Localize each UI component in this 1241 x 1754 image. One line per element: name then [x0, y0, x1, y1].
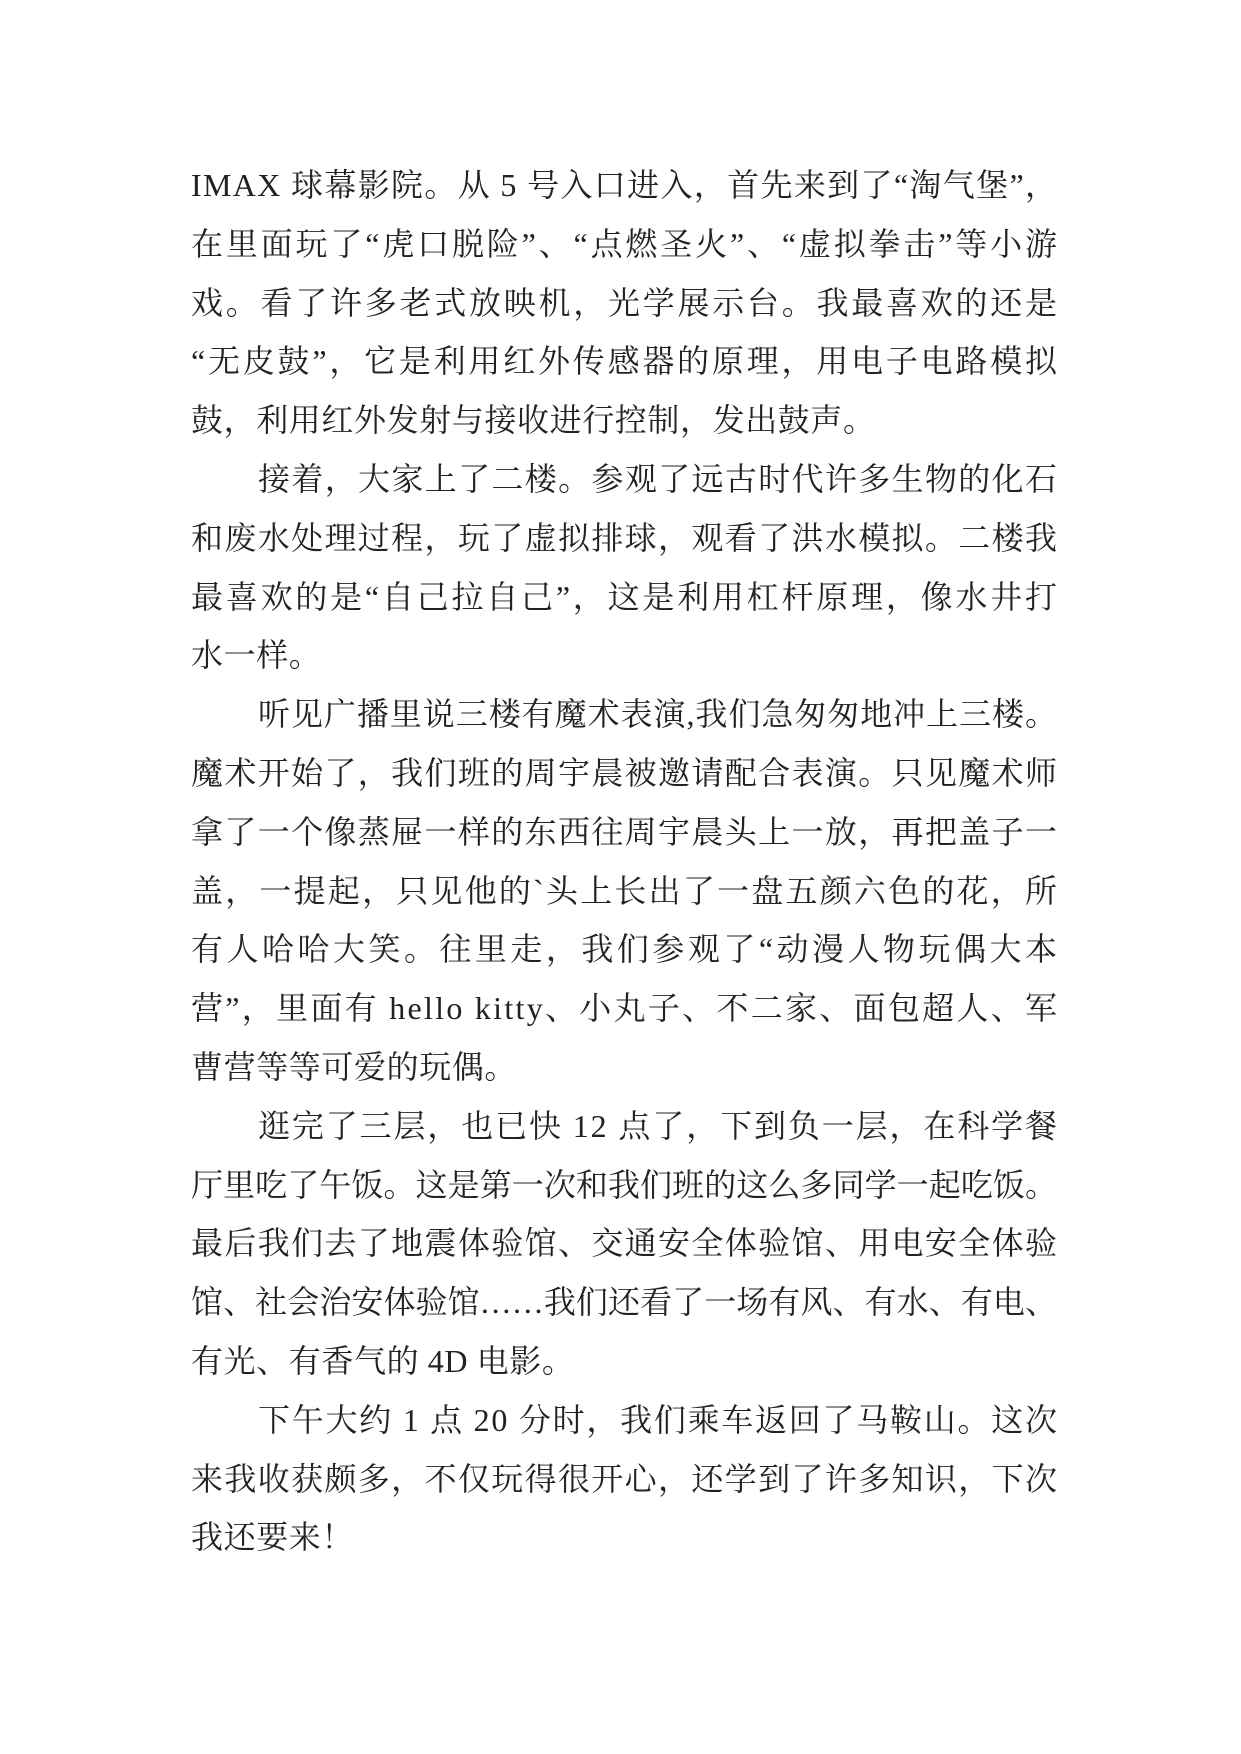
text-line: 有人哈哈大笑。往里走，我们参观了“动漫人物玩偶大本	[191, 931, 1061, 968]
paragraph	[191, 156, 1060, 450]
text-line: 我还要来！	[191, 1519, 355, 1556]
text-line: 最喜欢的是“自己拉自己”，这是利用杠杆原理，像水井打	[191, 578, 1060, 615]
text-line: 曹营等等可爱的玩偶。	[191, 1048, 518, 1085]
text-line: 和废水处理过程，玩了虚拟排球，观看了洪水模拟。二楼我	[191, 519, 1059, 556]
text-line: 逛完了三层，也已快 12 点了，下到负一层，在科学餐	[258, 1107, 1059, 1144]
text-line: 听见广播里说三楼有魔术表演,我们急匆匆地冲上三楼。	[258, 696, 1058, 733]
text-line: 接着，大家上了二楼。参观了远古时代许多生物的化石	[258, 460, 1059, 497]
paragraph	[191, 1391, 1057, 1567]
text-line: 厅里吃了午饭。这是第一次和我们班的这么多同学一起吃饭。	[191, 1166, 1058, 1203]
text-line: 戏。看了许多老式放映机，光学展示台。我最喜欢的还是	[191, 284, 1060, 321]
paragraph	[191, 685, 1061, 1097]
text-line: 鼓，利用红外发射与接收进行控制，发出鼓声。	[191, 402, 876, 439]
paragraph	[191, 450, 1060, 685]
text-line: 水一样。	[191, 637, 322, 674]
text-line: 魔术开始了，我们班的周宇晨被邀请配合表演。只见魔术师	[191, 754, 1059, 791]
body-text	[191, 156, 1061, 1567]
paragraph	[191, 1097, 1057, 1391]
text-line: 有光、有香气的 4D 电影。	[191, 1342, 575, 1379]
text-line: 盖，一提起，只见他的`头上长出了一盘五颜六色的花，所	[191, 872, 1060, 909]
text-line: 馆、社会治安体验馆……我们还看了一场有风、有水、有电、	[191, 1284, 1058, 1321]
text-line: “无皮鼓”，它是利用红外传感器的原理，用电子电路模拟	[191, 343, 1060, 380]
text-line: 最后我们去了地震体验馆、交通安全体验馆、用电安全体验	[191, 1225, 1059, 1262]
text-line: 营”，里面有 hello kitty、小丸子、不二家、面包超人、军	[191, 990, 1060, 1027]
text-line: 下午大约 1 点 20 分时，我们乘车返回了马鞍山。这次	[258, 1401, 1059, 1438]
text-line: 来我收获颇多，不仅玩得很开心，还学到了许多知识，下次	[191, 1460, 1059, 1497]
text-line: 在里面玩了“虎口脱险”、“点燃圣火”、“虚拟拳击”等小游	[191, 225, 1060, 262]
text-line: 拿了一个像蒸屉一样的东西往周宇晨头上一放，再把盖子一	[191, 813, 1059, 850]
text-line: IMAX 球幕影院。从 5 号入口进入，首先来到了“淘气堡”，	[191, 167, 1059, 203]
